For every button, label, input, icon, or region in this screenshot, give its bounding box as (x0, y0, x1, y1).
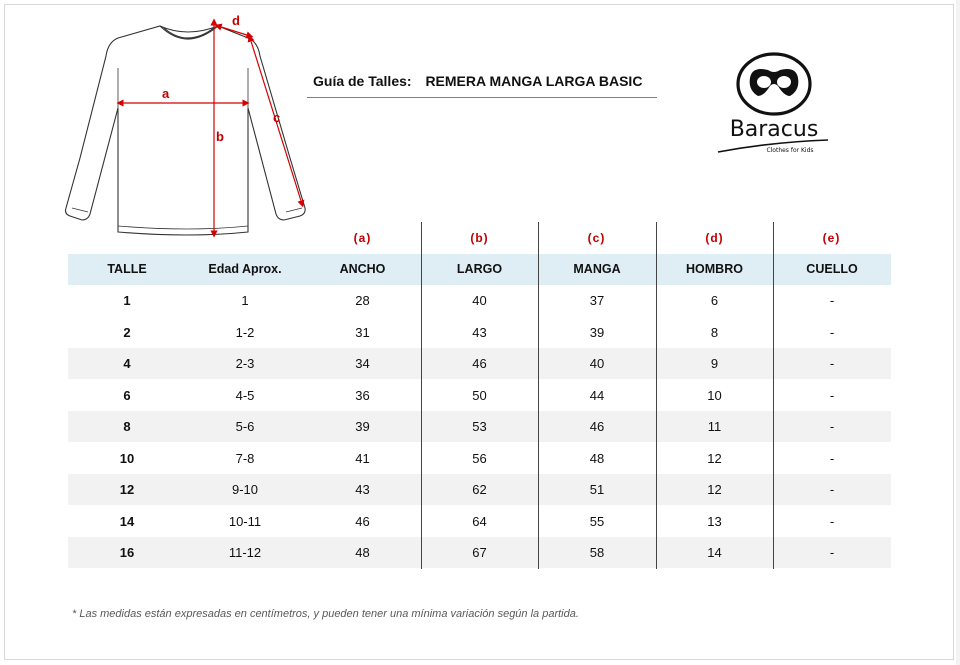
title-underline (307, 97, 657, 98)
cell-manga: 37 (589, 293, 605, 308)
cell-hombro: 11 (707, 419, 722, 434)
page-edge (956, 0, 960, 665)
cell-manga: 58 (589, 545, 605, 560)
cell-edad: 11-12 (228, 545, 262, 560)
cell-ancho: 31 (355, 325, 370, 340)
cell-cuello: - (829, 514, 835, 529)
cell-manga: 55 (589, 514, 605, 529)
col-letter-e: (e) (822, 231, 841, 245)
cell-talle: 2 (123, 325, 131, 340)
cell-talle: 4 (123, 356, 131, 371)
cell-talle: 1 (123, 293, 131, 308)
col-letter-d: (d) (705, 231, 724, 245)
col-letter-b: (b) (470, 231, 489, 245)
cell-edad: 9-10 (231, 482, 259, 497)
cell-cuello: - (829, 482, 835, 497)
cell-manga: 48 (589, 451, 605, 466)
col-letter-a: (a) (353, 231, 372, 245)
cell-cuello: - (829, 293, 835, 308)
brand-logo (712, 52, 836, 160)
footnote: * Las medidas están expresadas en centímetros, y pueden tener una mínima variación según la partida. (72, 608, 579, 620)
brand-name: Baracus (729, 117, 819, 142)
cell-ancho: 39 (355, 419, 370, 434)
cell-talle: 6 (123, 388, 131, 403)
shirt-measurement-diagram (60, 8, 320, 240)
cell-manga: 40 (589, 356, 605, 371)
cell-ancho: 36 (355, 388, 370, 403)
header-hombro: HOMBRO (686, 262, 743, 276)
cell-edad: 1 (241, 293, 249, 308)
cell-cuello: - (829, 325, 835, 340)
label-a: a (162, 86, 170, 101)
header-manga: MANGA (573, 262, 621, 276)
cell-largo: 43 (472, 325, 487, 340)
header-talle: TALLE (107, 262, 147, 276)
cell-cuello: - (829, 388, 835, 403)
title-label: Guía de Talles: (313, 73, 412, 89)
header-largo: LARGO (456, 262, 503, 276)
cell-edad: 7-8 (235, 451, 255, 466)
cell-edad: 1-2 (235, 325, 255, 340)
cell-edad: 4-5 (235, 388, 255, 403)
cell-edad: 5-6 (235, 419, 255, 434)
label-c: c (273, 110, 281, 125)
cell-hombro: 9 (710, 356, 719, 371)
cell-edad: 10-11 (228, 514, 262, 529)
cell-cuello: - (829, 419, 835, 434)
cell-talle: 10 (119, 451, 135, 466)
cell-hombro: 6 (710, 293, 719, 308)
header-ancho: ANCHO (339, 262, 386, 276)
cell-manga: 51 (589, 482, 605, 497)
cell-hombro: 13 (707, 514, 722, 529)
header-edad: Edad Aprox. (208, 262, 282, 276)
cell-manga: 39 (589, 325, 605, 340)
cell-hombro: 12 (707, 482, 722, 497)
cell-talle: 14 (119, 514, 135, 529)
cell-ancho: 43 (355, 482, 370, 497)
cell-ancho: 34 (355, 356, 370, 371)
cell-ancho: 28 (355, 293, 370, 308)
cell-hombro: 12 (707, 451, 722, 466)
cell-cuello: - (829, 356, 835, 371)
cell-largo: 62 (472, 482, 487, 497)
label-d: d (232, 13, 240, 28)
cell-ancho: 41 (355, 451, 370, 466)
cell-hombro: 8 (710, 325, 719, 340)
col-letter-c: (c) (587, 231, 606, 245)
brand-tagline: Clothes for Kids (766, 147, 814, 154)
cell-edad: 2-3 (235, 356, 255, 371)
header-cuello: CUELLO (806, 262, 858, 276)
cell-largo: 56 (472, 451, 487, 466)
cell-ancho: 46 (355, 514, 370, 529)
cell-largo: 40 (472, 293, 487, 308)
title-product: REMERA MANGA LARGA BASIC (425, 73, 643, 89)
cell-hombro: 10 (707, 388, 722, 403)
label-b: b (216, 129, 224, 144)
cell-hombro: 14 (707, 545, 722, 560)
page-title (313, 73, 642, 89)
cell-talle: 16 (119, 545, 135, 560)
cell-talle: 12 (119, 482, 135, 497)
cell-ancho: 48 (355, 545, 370, 560)
cell-manga: 44 (589, 388, 605, 403)
cell-manga: 46 (589, 419, 605, 434)
cell-largo: 53 (472, 419, 487, 434)
cell-cuello: - (829, 545, 835, 560)
cell-largo: 64 (472, 514, 487, 529)
cell-talle: 8 (123, 419, 131, 434)
cell-largo: 50 (472, 388, 487, 403)
cell-largo: 67 (472, 545, 487, 560)
cell-cuello: - (829, 451, 835, 466)
cell-largo: 46 (472, 356, 487, 371)
